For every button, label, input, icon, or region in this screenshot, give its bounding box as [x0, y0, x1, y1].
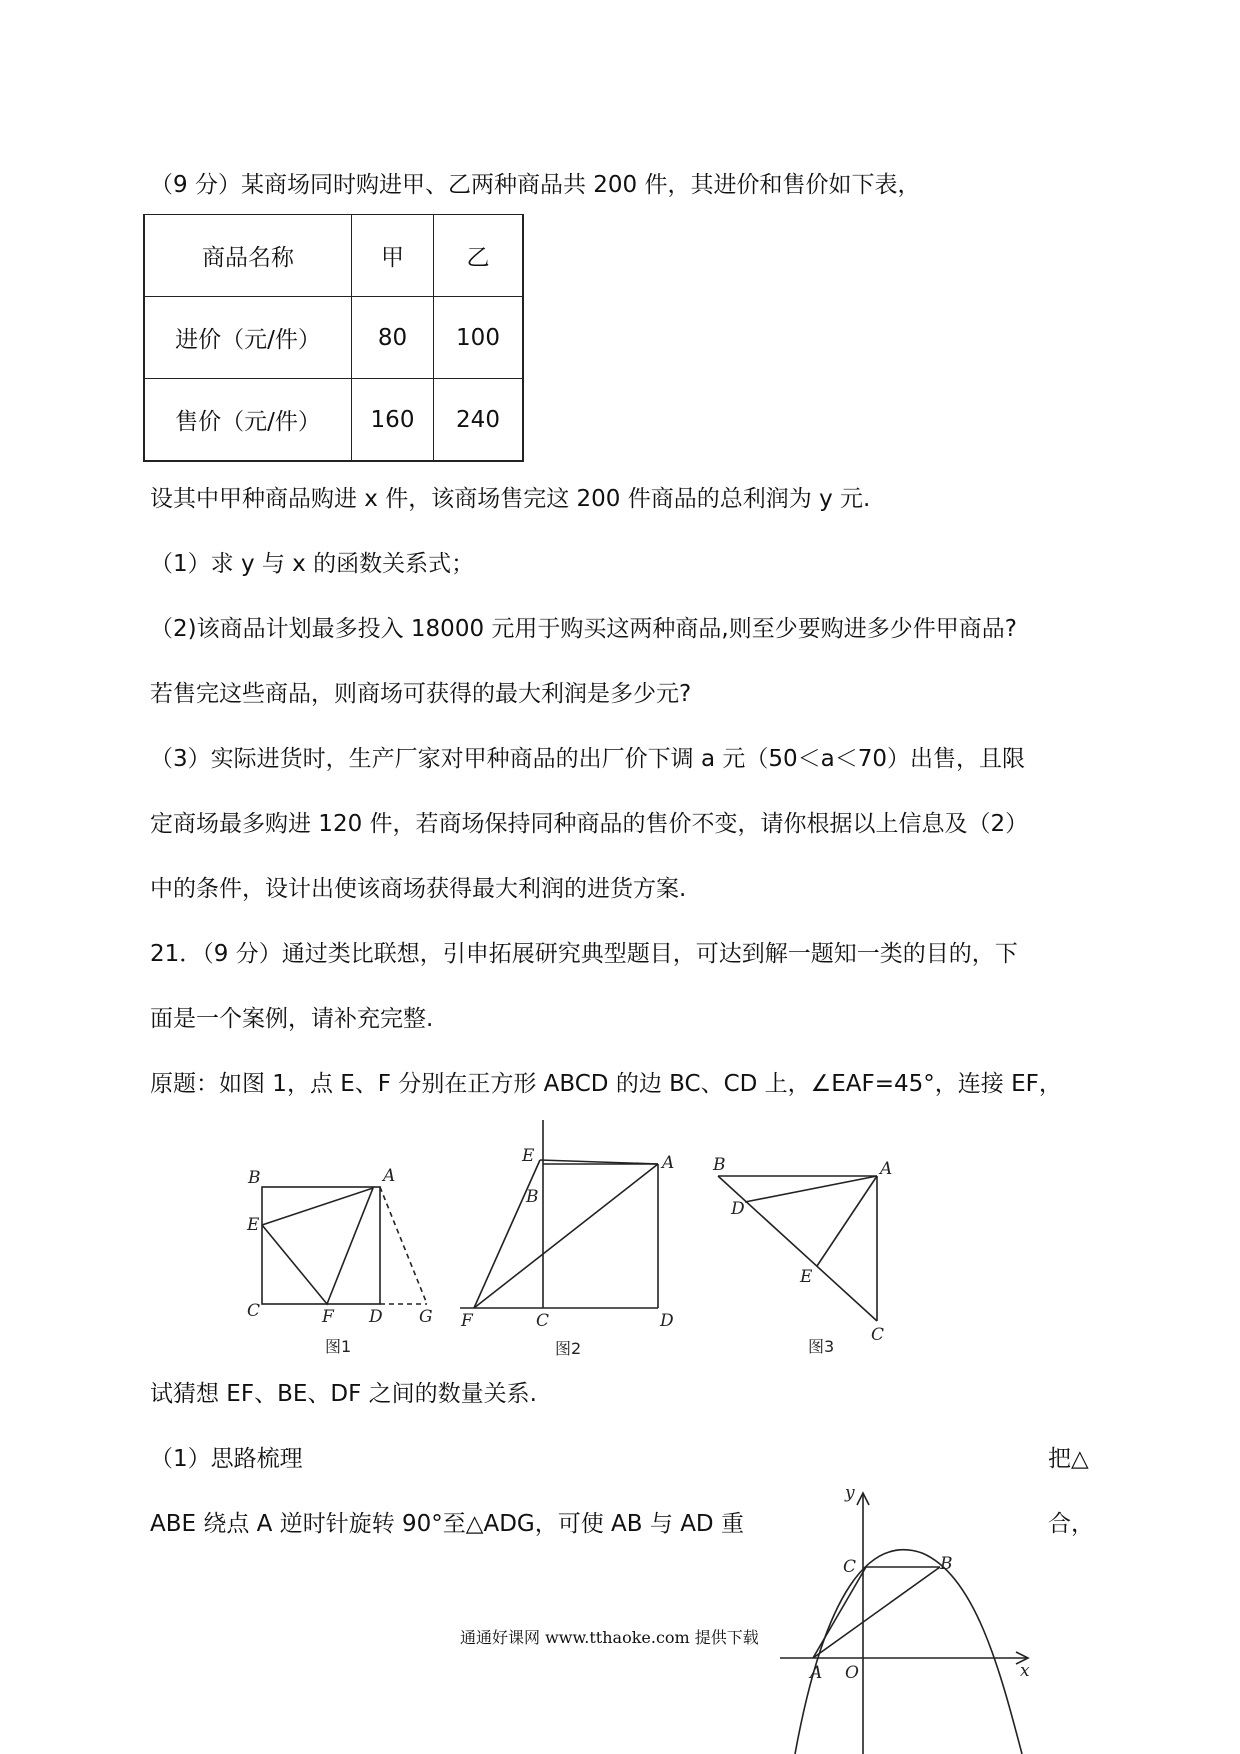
fig3-label-a: A	[880, 1159, 893, 1179]
table-cell: 160	[352, 379, 434, 462]
table-cell: 售价（元/件）	[144, 379, 352, 462]
fig2-label-f: F	[461, 1311, 473, 1331]
problem21-line3: 原题：如图 1，点 E、F 分别在正方形 ABCD 的边 BC、CD 上，∠EAF=45°，连接 EF，	[150, 1071, 1062, 1097]
segment-ad3	[745, 1176, 877, 1202]
problem21-line1: 21．（9 分）通过类比联想，引申拓展研究典型题目，可达到解一题知一类的目的，下	[150, 941, 1018, 967]
fig1-label-b: B	[248, 1168, 261, 1188]
segment-bc3	[718, 1176, 877, 1321]
fig2-caption: 图2	[555, 1339, 582, 1358]
table-cell: 240	[434, 379, 524, 462]
fig2-label-c: C	[536, 1311, 550, 1331]
problem21-line2: 面是一个案例，请补充完整.	[150, 1006, 434, 1032]
geometry-figures	[0, 1110, 1240, 1360]
parabola-label-y: y	[845, 1483, 855, 1503]
fig3-label-d: D	[731, 1199, 745, 1219]
table-row	[144, 379, 523, 462]
table-cell: 100	[434, 297, 524, 379]
problem20-question3-line3: 中的条件，设计出使该商场获得最大利润的进货方案.	[150, 876, 687, 902]
problem20-intro: （9 分）某商场同时购进甲、乙两种商品共 200 件，其进价和售价如下表，	[150, 172, 921, 198]
table-row	[144, 297, 523, 379]
fig1-caption: 图1	[325, 1337, 352, 1356]
fig3-label-b: B	[713, 1155, 726, 1175]
segment-ac	[813, 1567, 866, 1658]
problem21-sub1-right: 把△	[1048, 1446, 1089, 1472]
page-footer: 通通好课网 www.tthaoke.com 提供下载	[460, 1625, 759, 1648]
parabola-figure	[0, 1470, 1240, 1754]
problem20-question3-line2: 定商场最多购进 120 件，若商场保持同种商品的售价不变，请你根据以上信息及（2）	[150, 811, 1029, 837]
fig1-label-e: E	[247, 1215, 260, 1235]
fig3-label-e: E	[800, 1267, 813, 1287]
parabola-label-x: x	[1020, 1661, 1030, 1681]
triangle-aef	[262, 1188, 373, 1304]
fig2-label-b: B	[526, 1187, 539, 1207]
table-cell: 甲	[352, 215, 434, 297]
table-header-row	[144, 215, 523, 297]
problem20-question2-line2: 若售完这些商品，则商场可获得的最大利润是多少元?	[150, 681, 692, 707]
segment-fe	[474, 1160, 540, 1308]
fig2-label-d: D	[660, 1311, 674, 1331]
price-table	[143, 214, 524, 462]
segment-ae3	[817, 1176, 877, 1266]
problem21-rotation-line: ABE 绕点 A 逆时针旋转 90°至△ADG，可使 AB 与 AD 重	[150, 1511, 744, 1537]
problem20-question1: （1）求 y 与 x 的函数关系式；	[150, 551, 475, 577]
parabola-label-b: B	[940, 1554, 953, 1574]
segment-fa	[474, 1164, 658, 1308]
problem20-setup: 设其中甲种商品购进 x 件，该商场售完这 200 件商品的总利润为 y 元.	[150, 486, 871, 512]
problem21-rotation-right: 合，	[1048, 1511, 1094, 1537]
fig1-label-g: G	[419, 1307, 433, 1327]
fig2-label-e: E	[522, 1146, 535, 1166]
fig2-label-a: A	[662, 1153, 675, 1173]
parabola-label-o: O	[845, 1663, 859, 1683]
table-cell: 乙	[434, 215, 524, 297]
parabola-label-c: C	[843, 1557, 857, 1577]
table-cell: 进价（元/件）	[144, 297, 352, 379]
fig3-label-c: C	[871, 1325, 885, 1345]
problem21-sub1-label: （1）思路梳理	[150, 1446, 303, 1472]
problem20-question3-line1: （3）实际进货时，生产厂家对甲种商品的出厂价下调 a 元（50＜a＜70）出售，且限	[150, 746, 1025, 772]
fig1-label-f: F	[322, 1307, 334, 1327]
parabola-curve	[795, 1550, 1022, 1754]
fig3-caption: 图3	[808, 1337, 835, 1356]
dashed-ag	[380, 1187, 427, 1304]
table-cell: 商品名称	[144, 215, 352, 297]
parabola-label-a: A	[810, 1663, 823, 1683]
problem21-guess: 试猜想 EF、BE、DF 之间的数量关系.	[150, 1381, 537, 1407]
problem20-question2-line1: （2)该商品计划最多投入 18000 元用于购买这两种商品,则至少要购进多少件甲商品?	[150, 616, 1017, 642]
fig1-label-a: A	[383, 1166, 396, 1186]
table-cell: 80	[352, 297, 434, 379]
segment-ab	[813, 1567, 940, 1658]
fig1-label-c: C	[247, 1301, 261, 1321]
fig1-label-d: D	[369, 1307, 383, 1327]
